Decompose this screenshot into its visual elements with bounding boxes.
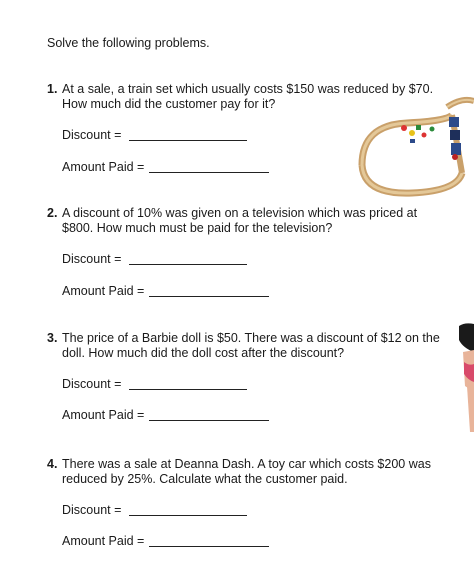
instructions: Solve the following problems. <box>47 36 210 50</box>
discount-answer-blank[interactable] <box>129 515 247 516</box>
problem-text: There was a sale at Deanna Dash. A toy car which costs $200 was reduced by 25%. Calculate what the customer paid. <box>62 457 431 486</box>
discount-answer-blank[interactable] <box>129 389 247 390</box>
discount-label: Discount = <box>62 252 122 266</box>
barbie-doll-image <box>455 322 474 432</box>
amount-paid-label: Amount Paid = <box>62 284 145 298</box>
problem-number: 2. <box>47 206 58 220</box>
amount-paid-answer-blank[interactable] <box>149 420 269 421</box>
problem-number: 1. <box>47 82 58 96</box>
problem-number: 4. <box>47 457 58 471</box>
train-set-image <box>352 95 474 200</box>
problem-text: At a sale, a train set which usually costs $150 was reduced by $70. How much did the customer pay for it? <box>62 82 434 111</box>
amount-paid-label: Amount Paid = <box>62 160 145 174</box>
amount-paid-label: Amount Paid = <box>62 408 145 422</box>
problem-text: The price of a Barbie doll is $50. There was a discount of $12 on the doll. How much did the doll cost after the discount? <box>62 331 440 360</box>
amount-paid-answer-blank[interactable] <box>149 296 269 297</box>
problem-text: A discount of 10% was given on a television which was priced at $800. How much must be paid for the television? <box>62 206 418 235</box>
amount-paid-answer-blank[interactable] <box>149 546 269 547</box>
amount-paid-answer-blank[interactable] <box>149 172 269 173</box>
discount-answer-blank[interactable] <box>129 140 247 141</box>
discount-label: Discount = <box>62 503 122 517</box>
amount-paid-label: Amount Paid = <box>62 534 145 548</box>
problem-number: 3. <box>47 331 58 345</box>
discount-label: Discount = <box>62 128 122 142</box>
discount-answer-blank[interactable] <box>129 264 247 265</box>
discount-label: Discount = <box>62 377 122 391</box>
